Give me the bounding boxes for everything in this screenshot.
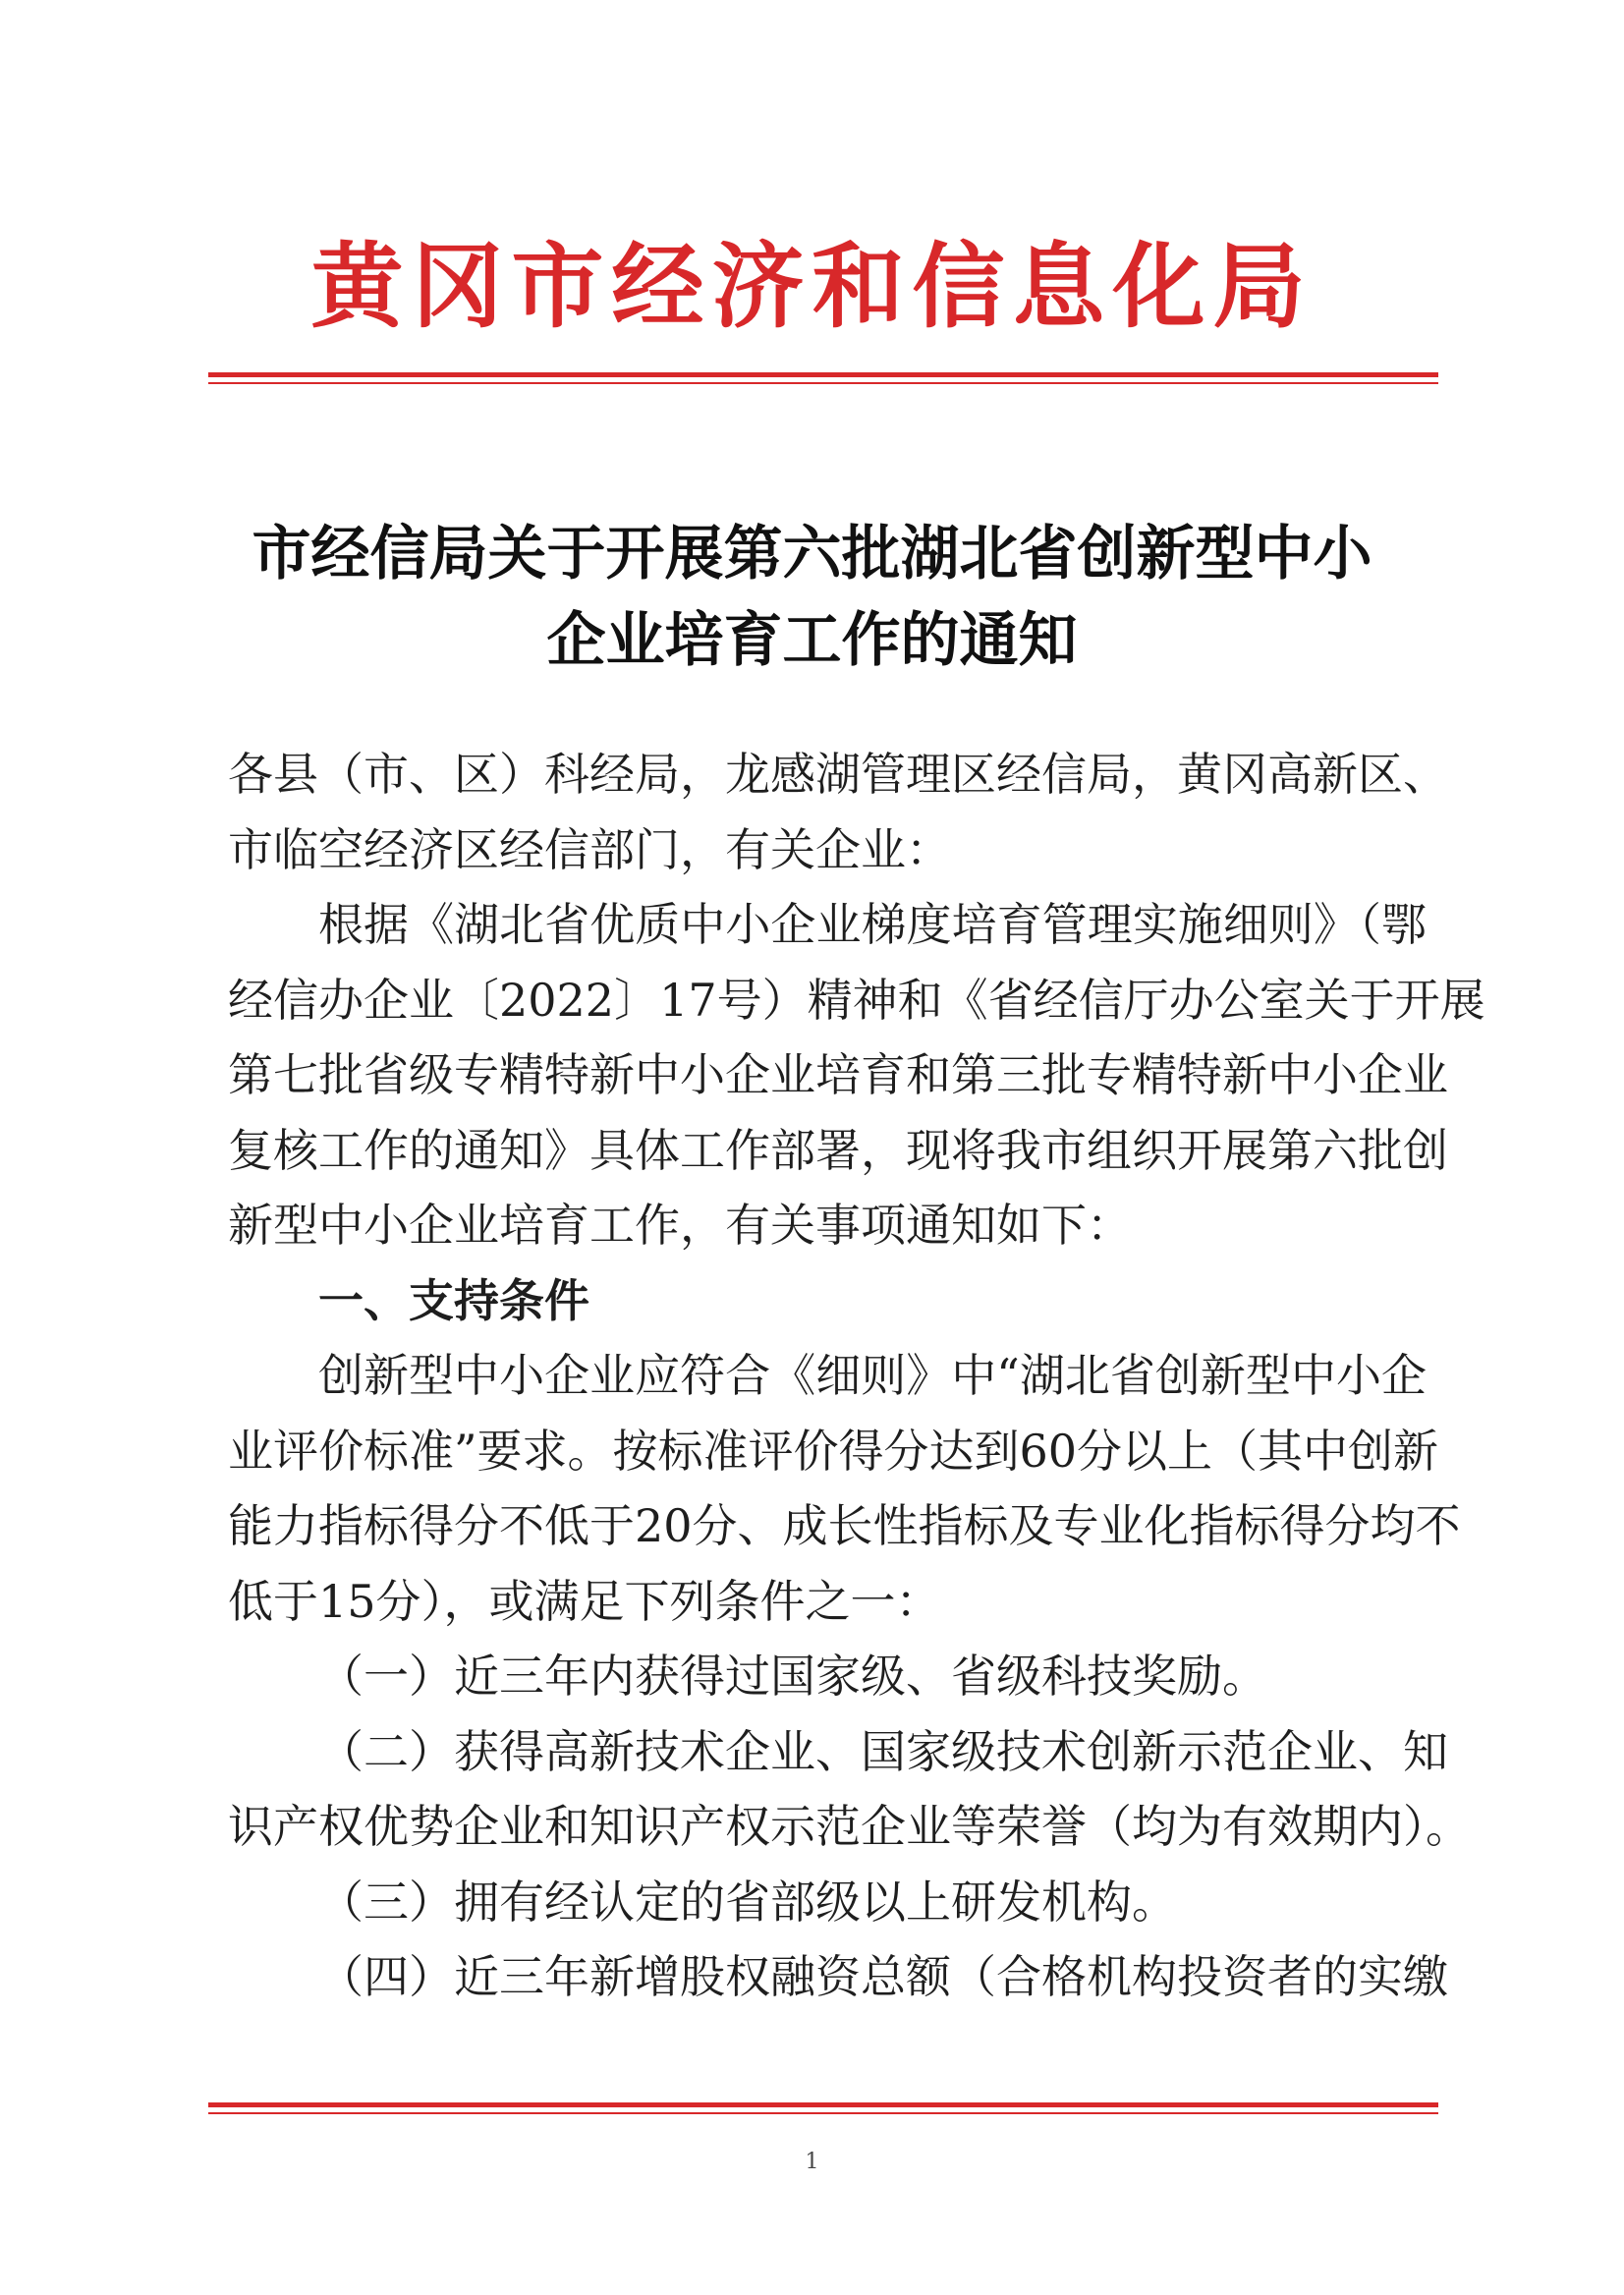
page-number: 1: [805, 2150, 819, 2174]
intro-line3: 第七批省级专精特新中小企业培育和第三批专精特新中小企业: [228, 1048, 1448, 1101]
list-item-2-line1: （二）获得高新技术企业、国家级技术创新示范企业、知: [318, 1724, 1448, 1778]
list-item-3: （三）拥有经认定的省部级以上研发机构。: [318, 1875, 1177, 1929]
footer-divider: [208, 2102, 1438, 2114]
section1-heading: 一、支持条件: [318, 1273, 589, 1327]
recipients-line1: 各县（市、区）科经局，龙感湖管理区经信局，黄冈高新区、: [228, 748, 1448, 801]
document-title-line1: 市经信局关于开展第六批湖北省创新型中小: [252, 520, 1372, 588]
section1-p1-line4: 低于15分），或满足下列条件之一：: [228, 1574, 941, 1628]
intro-line1: 根据《湖北省优质中小企业梯度培育管理实施细则》（鄂: [318, 898, 1427, 951]
letterhead-divider: [208, 372, 1438, 384]
list-item-2-line2: 识产权优势企业和知识产权示范企业等荣誉（均为有效期内）。: [228, 1800, 1471, 1853]
intro-line2: 经信办企业〔2022〕17号）精神和《省经信厅办公室关于开展: [228, 973, 1485, 1027]
letterhead-title: 黄冈市经济和信息化局: [310, 233, 1314, 341]
section1-p1-line2: 业评价标准”要求。按标准评价得分达到60分以上（其中创新: [228, 1424, 1439, 1478]
list-item-4-line1: （四）近三年新增股权融资总额（合格机构投资者的实缴: [318, 1950, 1448, 2003]
intro-line5: 新型中小企业培育工作，有关事项通知如下：: [228, 1199, 1132, 1252]
document-body: [228, 737, 1485, 2015]
document-title: [0, 511, 1624, 684]
divider-thin-line: [208, 2112, 1438, 2114]
intro-line4: 复核工作的通知》具体工作部署，现将我市组织开展第六批创: [228, 1123, 1448, 1177]
document-title-line2: 企业培育工作的通知: [546, 606, 1078, 675]
divider-thin-line: [208, 382, 1438, 384]
list-item-1: （一）近三年内获得过国家级、省级科技奖励。: [318, 1650, 1267, 1703]
recipients-line2: 市临空经济区经信部门，有关企业：: [228, 822, 951, 876]
section1-p1-line1: 创新型中小企业应符合《细则》中“湖北省创新型中小企: [318, 1349, 1427, 1402]
section1-p1-line3: 能力指标得分不低于20分、成长性指标及专业化指标得分均不: [228, 1499, 1461, 1552]
